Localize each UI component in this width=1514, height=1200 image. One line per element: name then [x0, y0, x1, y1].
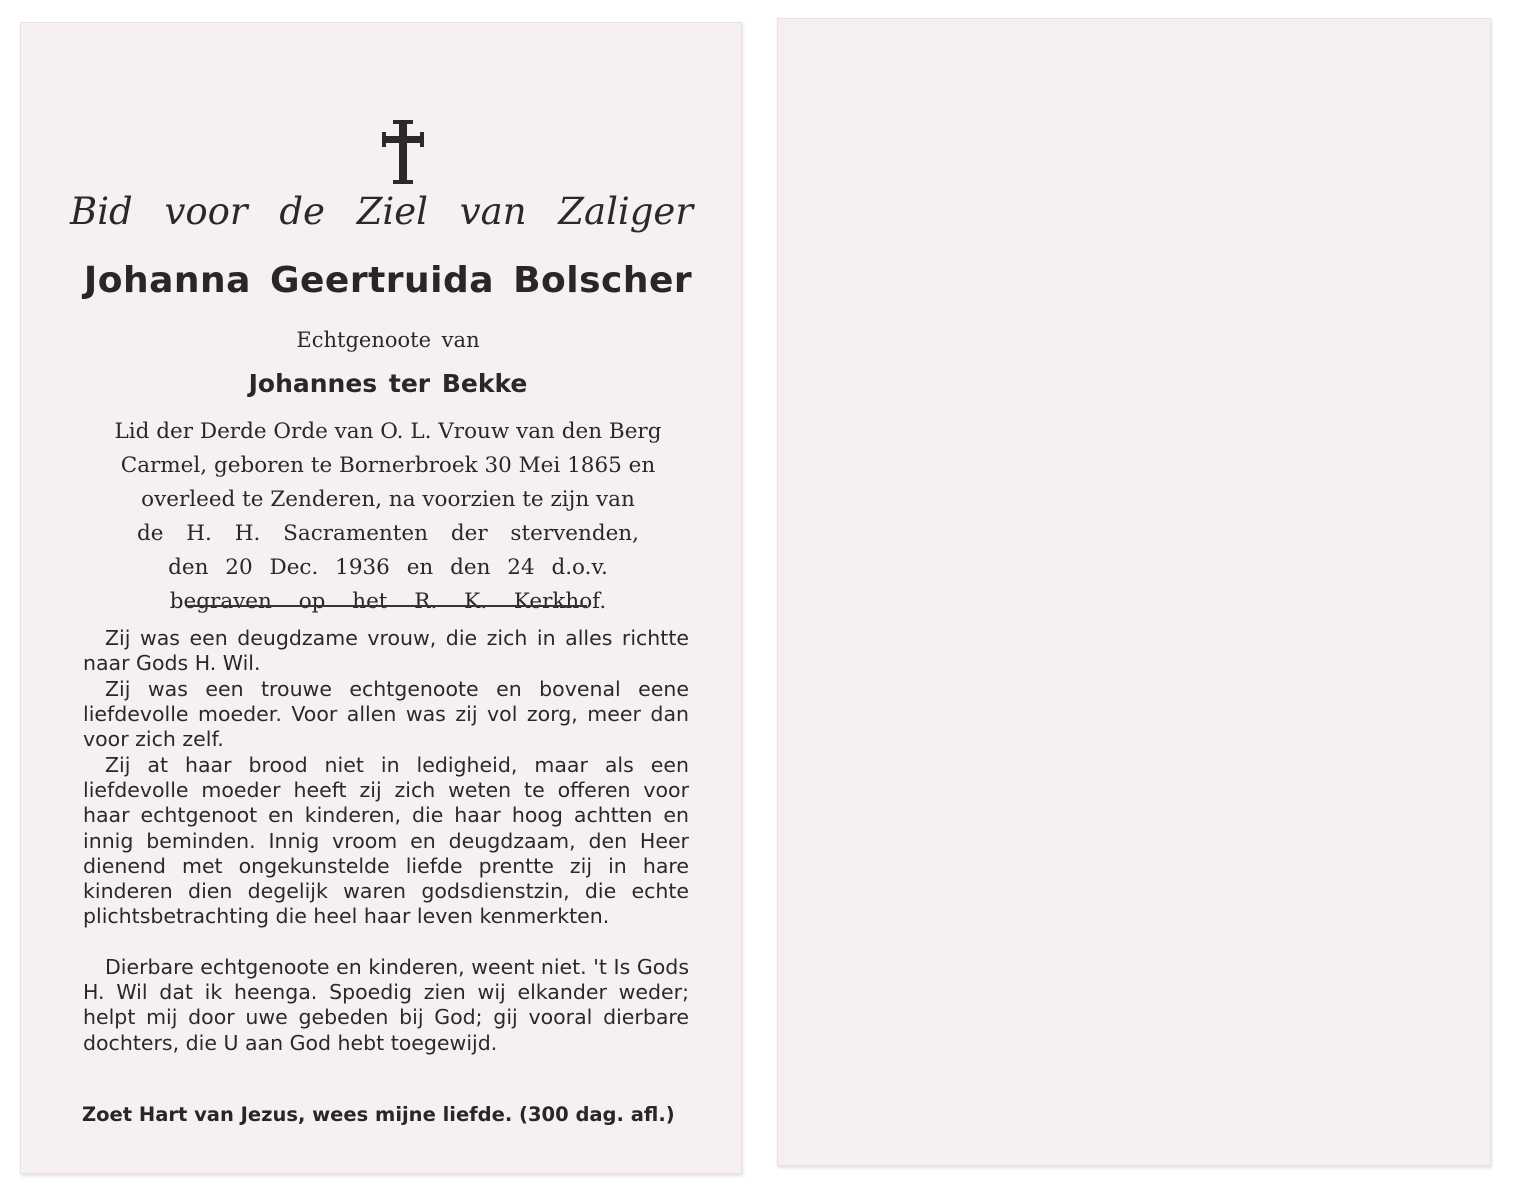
eulogy-paragraph [83, 677, 689, 753]
eulogy-text: Zij was een trouwe echtgenoote en bovenal eene liefdevolle moeder. Voor allen was zij vol zorg, meer dan voor zich zelf. [83, 677, 689, 752]
bio-line: overleed te Zenderen, na voorzien te zijn van [141, 487, 635, 512]
divider [187, 605, 587, 607]
eulogy-paragraph [83, 626, 689, 676]
prayer-card-front [20, 22, 742, 1174]
bio-line: begraven op het R. K. Kerkhof. [169, 589, 607, 614]
deceased-name: Johanna Geertruida Bolscher [83, 260, 693, 301]
spouse-label: Echtgenoote van [296, 328, 480, 352]
bio-line: Lid der Derde Orde van O. L. Vrouw van den Berg [114, 419, 662, 444]
bio-line: den 20 Dec. 1936 en den 24 d.o.v. [168, 555, 608, 580]
eulogy-text: Dierbare echtgenoote en kinderen, weent niet. 't Is Gods H. Wil dat ik heenga. Spoedig zien wij elkander weder; helpt mij door uwe gebeden bij God; gij vooral dierbare dochters, die U aan God hebt toegewijd. [83, 955, 689, 1055]
eulogy-text: Zij was een deugdzame vrouw, die zich in alles richtte naar Gods H. Wil. [83, 626, 689, 676]
prayer-card-back [777, 18, 1491, 1166]
eulogy-paragraph [83, 955, 689, 1056]
indulgence-prayer: Zoet Hart van Jezus, wees mijne liefde. (300 dag. afl.) [82, 1103, 675, 1126]
eulogy-text: Zij at haar brood niet in ledigheid, maar als een liefdevolle moeder heeft zij zich weten te offeren voor haar echtgenoot en kinderen, die haar hoog achtten en innig beminden. Innig vroom en deugdzaam, den Heer dienend met ongekunstelde liefde prentte zij in hare kinderen dien degelijk waren godsdienstzin, die echte plichtsbetrachting die heel haar leven kenmerkten. [83, 753, 689, 929]
eulogy-paragraph [83, 753, 689, 929]
cross-icon [382, 120, 424, 184]
bio-line: Carmel, geboren te Bornerbroek 30 Mei 1865 en [120, 453, 656, 478]
invocation-heading: Bid voor de Ziel van Zaliger [70, 190, 694, 233]
spouse-name: Johannes ter Bekke [248, 369, 528, 398]
bio-line: de H. H. Sacramenten der stervenden, [136, 521, 639, 546]
